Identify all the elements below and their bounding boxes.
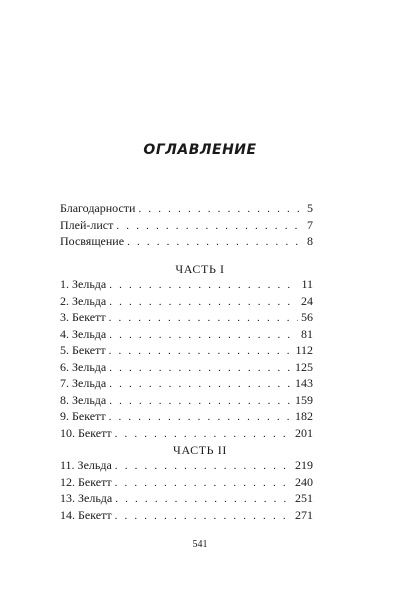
toc-entry[interactable] <box>60 233 313 250</box>
toc-entry-label: 2. Зельда <box>60 293 107 308</box>
toc-entry[interactable] <box>60 342 313 359</box>
toc-entry-label: 14. Бекетт <box>60 507 112 522</box>
part-2-chapter-list <box>60 457 313 523</box>
toc-entry-page: 24 <box>301 293 313 308</box>
dot-leader <box>115 475 292 492</box>
toc-entry-page: 81 <box>301 326 313 341</box>
toc-entry-page: 240 <box>295 474 313 489</box>
toc-entry[interactable] <box>60 217 313 234</box>
toc-entry-label: 9. Бекетт <box>60 409 106 423</box>
toc-entry[interactable] <box>60 392 313 409</box>
toc-entry-label: 6. Зельда <box>60 359 107 374</box>
toc-entry[interactable] <box>60 200 313 217</box>
toc-entry-label: 1. Зельда <box>60 277 107 291</box>
toc-entry[interactable] <box>60 457 313 474</box>
toc-entry-page: 112 <box>295 343 313 357</box>
toc-entry-label: Благодарности <box>60 201 136 215</box>
toc-entry-page: 271 <box>295 507 313 522</box>
toc-entry-label: 8. Зельда <box>60 392 107 407</box>
dot-leader <box>115 508 292 525</box>
dot-leader <box>115 491 292 508</box>
toc-entry-page: 143 <box>295 376 313 390</box>
toc-entry-label: 12. Бекетт <box>60 474 112 489</box>
toc-entry[interactable] <box>60 326 313 343</box>
toc-entry-label: 7. Зельда <box>60 376 107 390</box>
part-1-chapter-list <box>60 276 313 441</box>
toc-entry-label: 3. Бекетт <box>60 310 106 324</box>
toc-entry-label: 4. Зельда <box>60 326 107 341</box>
dot-leader <box>109 327 298 344</box>
toc-entry-page: 201 <box>295 425 313 440</box>
dot-leader <box>109 277 298 294</box>
toc-entry-page: 8 <box>307 234 313 248</box>
toc-entry[interactable] <box>60 507 313 524</box>
dot-leader <box>115 458 292 475</box>
toc-entry[interactable] <box>60 293 313 310</box>
dot-leader <box>109 376 292 393</box>
toc-entry-page: 219 <box>295 458 313 472</box>
toc-entry[interactable] <box>60 276 313 293</box>
toc-entry[interactable] <box>60 425 313 442</box>
dot-leader <box>115 426 292 443</box>
toc-entry-label: Посвящение <box>60 234 125 248</box>
toc-entry-label: 10. Бекетт <box>60 425 112 440</box>
page-title: ОГЛАВЛЕНИЕ <box>143 142 257 158</box>
part-heading: ЧАСТЬ I <box>175 262 225 276</box>
toc-entry-label: 11. Зельда <box>60 458 112 472</box>
toc-entry[interactable] <box>60 490 313 507</box>
dot-leader <box>116 218 304 235</box>
toc-entry-page: 7 <box>307 217 313 232</box>
dot-leader <box>109 360 292 377</box>
front-matter-list <box>60 200 313 250</box>
toc-entry-label: 5. Бекетт <box>60 343 106 357</box>
toc-entry-page: 11 <box>301 277 313 291</box>
dot-leader <box>109 409 292 426</box>
toc-entry-page: 182 <box>295 409 313 423</box>
dot-leader <box>109 310 298 327</box>
dot-leader <box>109 294 298 311</box>
toc-entry[interactable] <box>60 474 313 491</box>
toc-entry-label: Плей-лист <box>60 217 114 232</box>
toc-entry-page: 251 <box>295 491 313 505</box>
part-heading: ЧАСТЬ II <box>173 443 227 457</box>
toc-entry-label: 13. Зельда <box>60 491 113 505</box>
toc-entry[interactable] <box>60 408 313 425</box>
toc-entry-page: 56 <box>301 310 313 324</box>
dot-leader <box>109 343 293 360</box>
toc-entry[interactable] <box>60 309 313 326</box>
toc-entry-page: 125 <box>295 359 313 374</box>
toc-entry[interactable] <box>60 375 313 392</box>
page-number: 541 <box>192 539 208 550</box>
toc-entry-page: 159 <box>295 392 313 407</box>
dot-leader <box>109 393 292 410</box>
toc-entry-page: 5 <box>307 201 313 215</box>
toc-entry[interactable] <box>60 359 313 376</box>
dot-leader <box>138 201 304 218</box>
dot-leader <box>127 234 304 251</box>
